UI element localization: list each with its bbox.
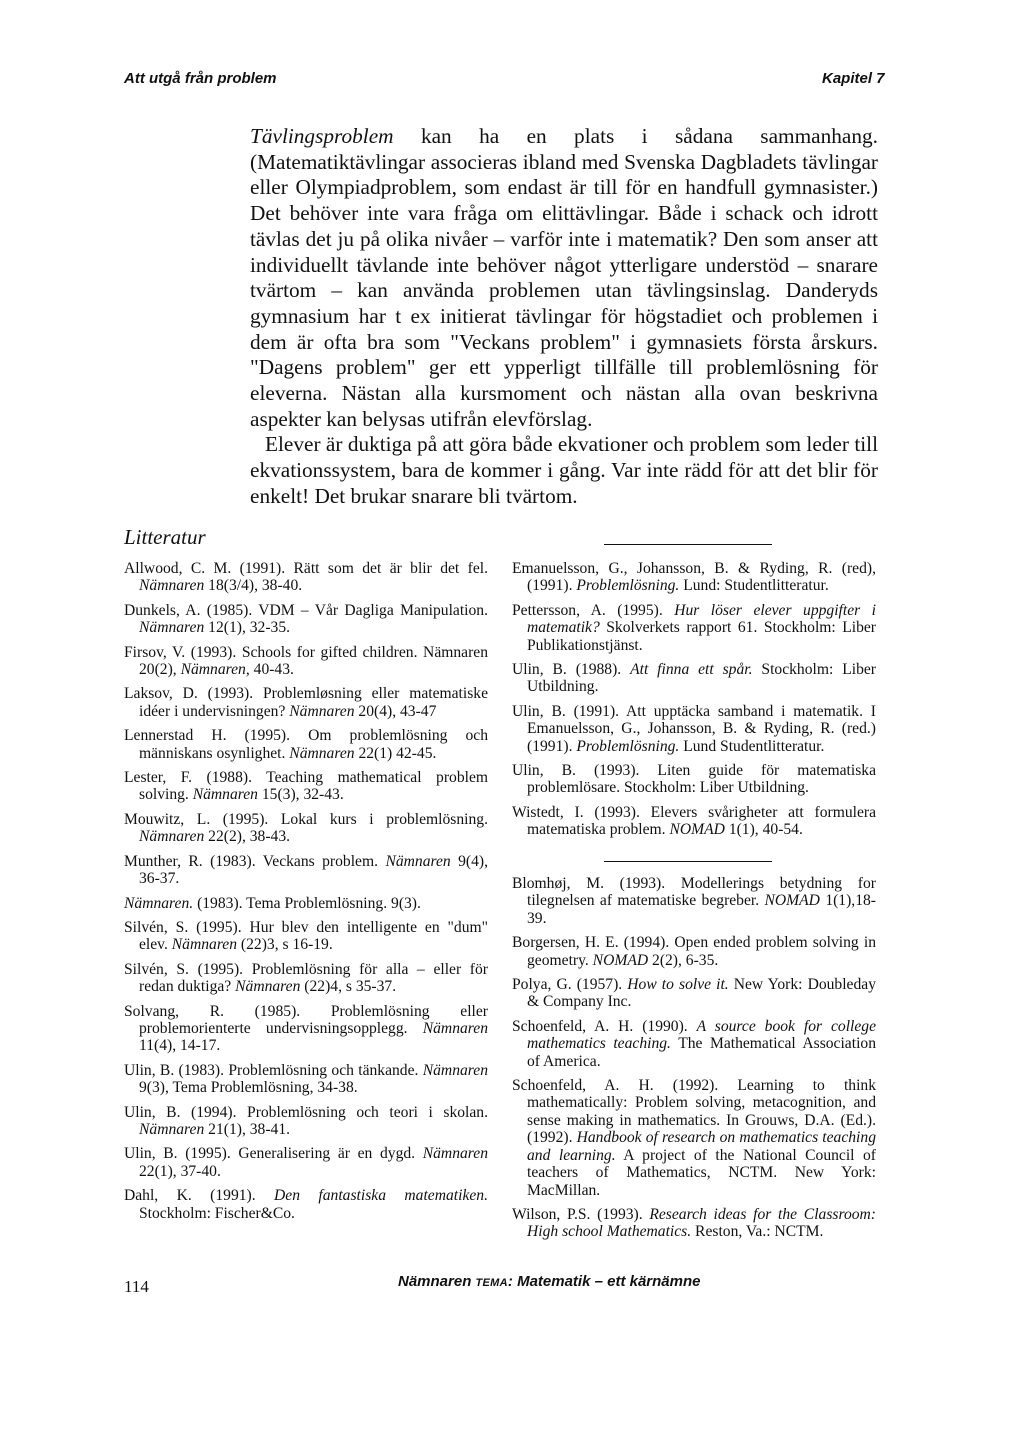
reference-title: Nämnaren (139, 577, 205, 595)
reference-title: Handbook of research on mathematics teaching and learning. (527, 1129, 876, 1164)
reference-text: , 40-43. (245, 661, 294, 679)
reference-text: Skolverkets rapport 61. Stockholm: Liber Publikationstjänst. (527, 619, 876, 654)
reference-entry (512, 1206, 876, 1241)
reference-text: 1(1), 40-54. (724, 821, 803, 839)
reference-title: Nämnaren (422, 1145, 488, 1163)
reference-entry (124, 961, 488, 996)
reference-text: Polya, G. (1957). (512, 976, 628, 994)
reference-text: 18(3/4), 38-40. (204, 577, 303, 595)
reference-text: Ulin, B. (1994). Problemlösning och teori i skolan. (124, 1103, 488, 1121)
references-right-column (512, 560, 876, 846)
reference-entry (512, 661, 876, 696)
body-text (250, 124, 878, 510)
reference-title: Nämnaren (192, 786, 258, 804)
reference-entry (124, 560, 488, 595)
reference-entry (124, 1187, 488, 1222)
reference-entry (512, 1077, 876, 1199)
reference-text: Wilson, P.S. (1993). (512, 1205, 650, 1223)
reference-text: New York: Doubleday & Company Inc. (527, 976, 876, 1011)
reference-title: Nämnaren (385, 852, 451, 870)
reference-entry (512, 762, 876, 797)
divider-rule (604, 861, 772, 862)
reference-title: Nämnaren (422, 1061, 488, 1079)
reference-title: How to solve it. (627, 976, 729, 994)
divider-rule (604, 544, 772, 545)
reference-title: Nämnaren (139, 619, 205, 637)
section-heading: Litteratur (124, 525, 206, 549)
reference-text: Allwood, C. M. (1991). Rätt som det är blir det fel. (124, 560, 488, 577)
reference-title: NOMAD (764, 892, 820, 910)
reference-title: Nämnaren (180, 661, 246, 679)
reference-text: 12(1), 32-35. (204, 619, 291, 637)
reference-title: Nämnaren (235, 978, 301, 996)
reference-text: 21(1), 38-41. (204, 1120, 291, 1138)
reference-entry (124, 1145, 488, 1180)
reference-entry (124, 644, 488, 679)
reference-text: 20(4), 43-47 (354, 702, 437, 720)
reference-text: Silvén, S. (1995). Problemlösning för alla – eller för redan duktiga? (124, 960, 488, 996)
reference-entry (124, 1104, 488, 1139)
reference-title: Problemlösning. (576, 737, 680, 755)
reference-text: Ulin, B. (1983). Problemlösning och tänkande. (124, 1061, 423, 1079)
reference-text: 9(3), Tema Problemlösning, 34-38. (139, 1079, 358, 1097)
reference-title: Nämnaren (171, 936, 238, 954)
reference-title: Nämnaren (289, 702, 355, 720)
reference-entry (512, 560, 876, 595)
reference-entry (124, 919, 488, 954)
page-number: 114 (124, 1277, 149, 1296)
running-header-right: Kapitel 7 (822, 70, 885, 87)
reference-title: Nämnaren (422, 1019, 488, 1037)
reference-title: Att finna ett spår. (630, 661, 753, 679)
reference-entry (512, 1018, 876, 1070)
reference-text: Ulin, B. (1995). Generalisering är en dygd. (124, 1145, 423, 1163)
reference-text: (22)3, s 16-19. (237, 936, 333, 954)
reference-text: Silvén, S. (1995). Hur blev den intelligente en "dum" elev. (124, 918, 488, 954)
reference-text: Lund Studentlitteratur. (679, 737, 825, 755)
reference-text: 9(4), 36-37. (139, 852, 489, 888)
reference-title: Nämnaren. (124, 894, 194, 912)
reference-text: 11(4), 14-17. (139, 1037, 221, 1055)
reference-title: Problemlösning. (576, 577, 680, 595)
reference-text: Blomhøj, M. (1993). Modellerings betydning for tilegnelsen af matematiske begreber. (512, 875, 876, 910)
reference-text: Pettersson, A. (1995). (512, 601, 675, 619)
reference-text: Lennerstad H. (1995). Om problemlösning och människans osynlighet. (124, 727, 488, 762)
reference-text: Ulin, B. (1993). Liten guide för matematiska problemlösare. Stockholm: Liber Utbildning. (512, 762, 876, 797)
reference-text: Lund: Studentlitteratur. (679, 577, 829, 595)
reference-title: Nämnaren (289, 744, 355, 762)
references-left-column (124, 560, 488, 1229)
reference-text: Firsov, V. (1993). Schools for gifted children. Nämnaren 20(2), (124, 643, 488, 679)
reference-entry (124, 1003, 488, 1055)
reference-text: Borgersen, H. E. (1994). Open ended problem solving in geometry. (512, 934, 876, 969)
reference-entry (124, 769, 488, 804)
reference-text: A project of the National Council of teachers of Mathematics, NCTM. New York: MacMillan. (527, 1146, 876, 1199)
reference-entry (512, 875, 876, 927)
reference-text: Lester, F. (1988). Teaching mathematical problem solving. (124, 769, 488, 804)
reference-text: Wistedt, I. (1993). Elevers svårigheter att formulera matematiska problem. (512, 803, 876, 839)
reference-text: (1983). Tema Problemlösning. 9(3). (193, 894, 421, 912)
reference-text: The Mathematical Association of America. (527, 1035, 876, 1070)
reference-entry (512, 602, 876, 654)
reference-text: Ulin, B. (1991). Att upptäcka samband i matematik. I Emanuelsson, G., Johansson, B. & Ryding, R. (red.) (1991). (512, 702, 876, 755)
reference-text: Dahl, K. (1991). (124, 1187, 275, 1205)
reference-text: Stockholm: Liber Utbildning. (527, 661, 876, 696)
reference-text: Munther, R. (1983). Veckans problem. (124, 852, 386, 870)
footer-title-part: Nämnaren (398, 1273, 476, 1290)
reference-text: 15(3), 32-43. (257, 786, 344, 804)
footer-title (398, 1273, 700, 1290)
reference-title: Den fantastiska matematiken. (274, 1187, 488, 1205)
reference-text: (22)4, s 35-37. (300, 978, 397, 996)
references-right-column-lower (512, 875, 876, 1248)
reference-title: NOMAD (592, 951, 649, 969)
reference-text: Laksov, D. (1993). Problemløsning eller matematiske idéer i undervisningen? (124, 685, 488, 720)
reference-entry (512, 703, 876, 755)
reference-text: Reston, Va.: NCTM. (691, 1223, 824, 1241)
running-header-left: Att utgå från problem (124, 70, 277, 87)
reference-entry (512, 976, 876, 1011)
reference-entry (124, 853, 488, 888)
reference-entry (512, 934, 876, 969)
reference-text: Dunkels, A. (1985). VDM – Vår Dagliga Manipulation. (124, 601, 488, 619)
reference-title: Hur löser elever uppgifter i matematik? (527, 601, 876, 637)
paragraph-2: Elever är duktiga på att göra både ekvationer och problem som leder till ekvationssystem, bara de kommer i gång. Var inte rädd för att det blir för enkelt! Det brukar snarare bli tvärtom. (250, 432, 878, 508)
reference-entry (124, 811, 488, 846)
reference-title: Nämnaren (139, 828, 205, 846)
reference-entry (124, 895, 488, 912)
footer-title-smallcaps: TEMA (475, 1277, 508, 1289)
reference-entry (124, 727, 488, 762)
reference-text: 22(1), 37-40. (139, 1162, 221, 1180)
reference-title: Nämnaren (139, 1120, 205, 1138)
reference-entry (124, 685, 488, 720)
reference-text: Mouwitz, L. (1995). Lokal kurs i problemlösning. (124, 810, 488, 828)
reference-title: A source book for college mathematics teaching. (527, 1017, 876, 1053)
reference-entry (124, 602, 488, 637)
reference-text: Ulin, B. (1988). (512, 661, 631, 679)
reference-title: Research ideas for the Classroom: High school Mathematics. (527, 1205, 876, 1241)
reference-text: Schoenfeld, A. H. (1990). (512, 1017, 697, 1035)
reference-text: Emanuelsson, G., Johansson, B. & Ryding, R. (red), (1991). (512, 560, 876, 595)
reference-text: Solvang, R. (1985). Problemlösning eller problemorienterte undervisningsopplegg. (124, 1002, 488, 1037)
reference-text: Schoenfeld, A. H. (1992). Learning to think mathematically: Problem solving, metacognition, and sense making in mathematics. In Grouws, D.A. (Ed.). (1992). (512, 1077, 876, 1147)
paragraph-1-lead: Tävlingsproblem (250, 124, 394, 148)
reference-text: 1(1),18-39. (527, 892, 876, 927)
reference-text: 2(2), 6-35. (648, 951, 719, 969)
footer-title-part: : Matematik – ett kärnämne (507, 1273, 701, 1290)
reference-text: Stockholm: Fischer&Co. (139, 1204, 295, 1222)
paragraph-1 (250, 124, 878, 432)
reference-text: 22(1) 42-45. (354, 744, 437, 762)
reference-text: 22(2), 38-43. (204, 828, 291, 846)
reference-entry (512, 804, 876, 839)
reference-title: NOMAD (669, 821, 725, 839)
paragraph-1-text: kan ha en plats i sådana sammanhang. (Matematiktävlingar associeras ibland med Svenska Dagbladets tävlingar eller Olympiadproblem, som endast är till för en handfull gymnasister.) Det behöver inte vara fråga om elittävlingar. Både i schack och idrott tävlas det ju på olika nivåer – varför inte i matematik? Den som anser att individuellt tävlande inte behöver något ytterligare understöd – snarare tvärtom – kan använda problemen utan tävlingsinslag. Danderyds gymnasium har t ex initierat tävlingar för högstadiet och problemen i dem är ofta bra som "Veckans problem" i gymnasiets första årskurs. "Dagens problem" ger ett ypperligt tillfälle till problemlösning för eleverna. Nästan alla kursmoment och nästan alla ovan beskrivna aspekter kan belysas utifrån elevförslag. (250, 124, 878, 431)
reference-entry (124, 1062, 488, 1097)
